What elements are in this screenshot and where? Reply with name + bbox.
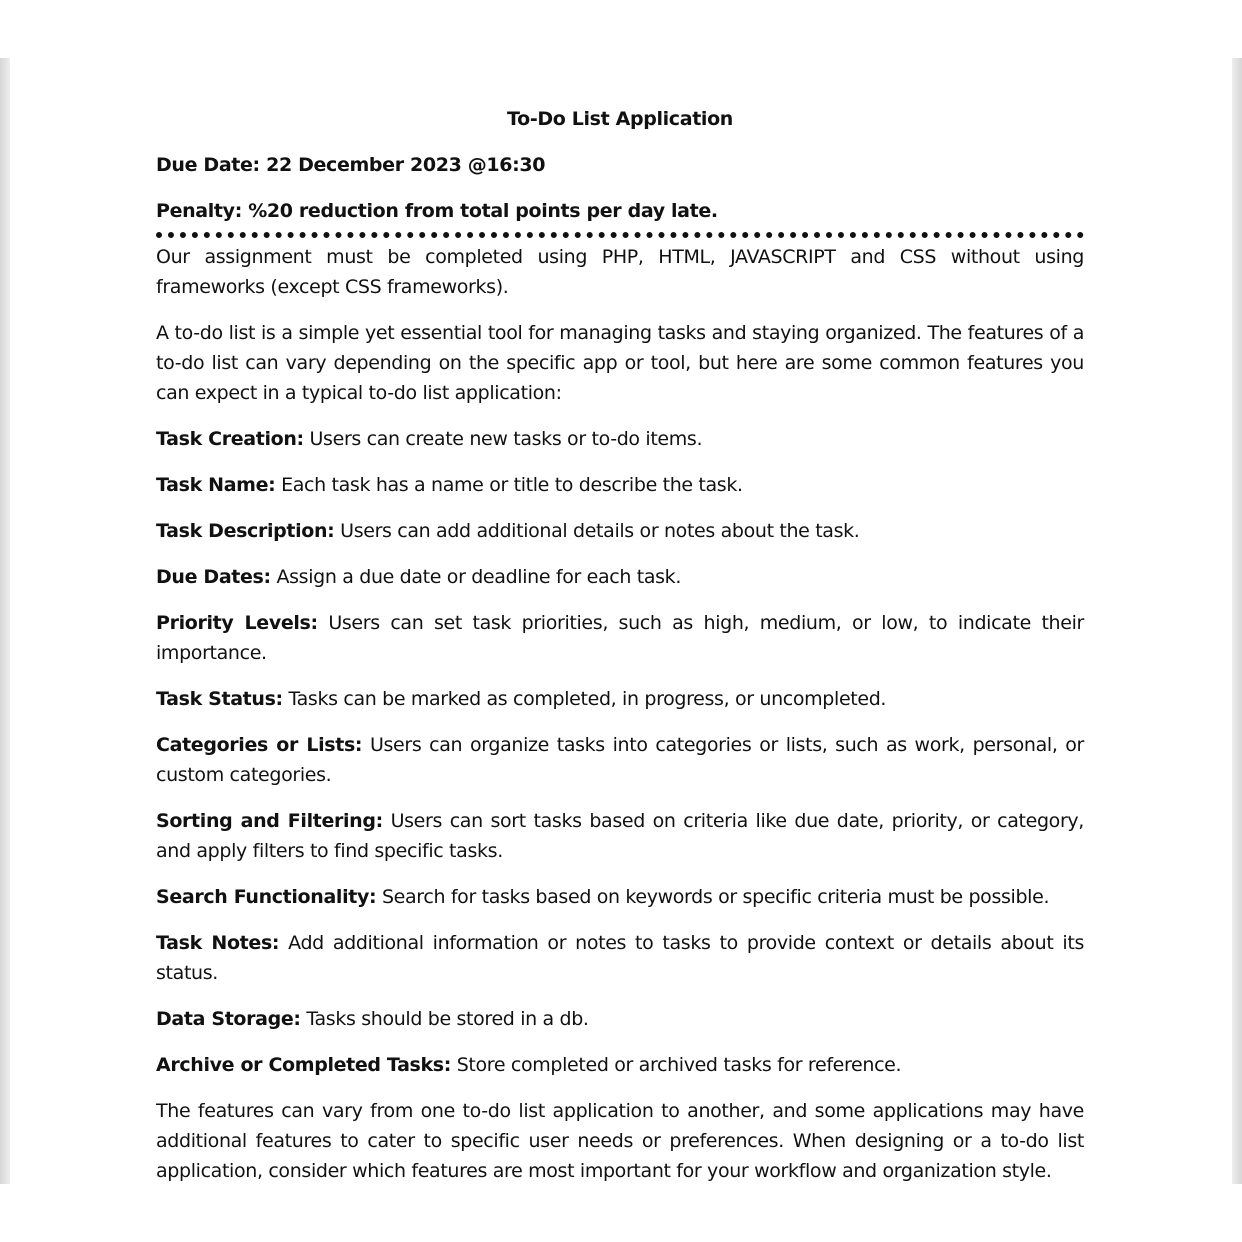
feature-term: Task Creation: bbox=[156, 428, 304, 450]
feature-text: Assign a due date or deadline for each task. bbox=[276, 566, 682, 588]
feature-sorting-and-filtering bbox=[156, 806, 1084, 866]
feature-priority-levels bbox=[156, 608, 1084, 668]
feature-text: Users can set task priorities, such as high, medium, or low, to indicate their importance. bbox=[156, 612, 1084, 664]
feature-archive-or-completed-tasks bbox=[156, 1050, 1084, 1080]
feature-task-description bbox=[156, 516, 1084, 546]
document-title: To-Do List Application bbox=[507, 108, 733, 130]
feature-term: Sorting and Filtering: bbox=[156, 810, 383, 832]
feature-text: Users can organize tasks into categories or lists, such as work, personal, or custom categories. bbox=[156, 734, 1085, 786]
conclusion-paragraph: The features can vary from one to-do list application to another, and some applications may have additional features to cater to specific user needs or preferences. When designing or a to-do list application, consider which features are most important for your workflow and organization style. bbox=[156, 1100, 1084, 1182]
feature-text: Each task has a name or title to describe the task. bbox=[281, 474, 743, 496]
left-page-gutter bbox=[0, 58, 10, 1184]
feature-term: Task Status: bbox=[156, 688, 283, 710]
feature-term: Due Dates: bbox=[156, 566, 271, 588]
page-content bbox=[156, 104, 1084, 1202]
feature-task-status bbox=[156, 684, 1084, 714]
feature-term: Task Notes: bbox=[156, 932, 280, 954]
description-paragraph: A to-do list is a simple yet essential tool for managing tasks and staying organized. The features of a to-do list can vary depending on the specific app or tool, but here are some common features you can expect in a typical to-do list application: bbox=[156, 322, 1084, 404]
feature-text: Users can create new tasks or to-do items. bbox=[309, 428, 703, 450]
feature-term: Data Storage: bbox=[156, 1008, 301, 1030]
feature-term: Search Functionality: bbox=[156, 886, 377, 908]
feature-text: Tasks should be stored in a db. bbox=[306, 1008, 589, 1030]
feature-search-functionality bbox=[156, 882, 1084, 912]
dotted-separator bbox=[156, 232, 1084, 238]
feature-text: Users can add additional details or notes about the task. bbox=[340, 520, 860, 542]
feature-term: Archive or Completed Tasks: bbox=[156, 1054, 452, 1076]
feature-task-notes bbox=[156, 928, 1084, 988]
feature-data-storage bbox=[156, 1004, 1084, 1034]
feature-text: Add additional information or notes to tasks to provide context or details about its status. bbox=[156, 932, 1084, 984]
feature-text: Search for tasks based on keywords or specific criteria must be possible. bbox=[381, 886, 1050, 908]
feature-text: Users can sort tasks based on criteria like due date, priority, or category, and apply filters to find specific tasks. bbox=[156, 810, 1084, 862]
penalty-note: Penalty: %20 reduction from total points per day late. bbox=[156, 200, 718, 222]
feature-text: Store completed or archived tasks for reference. bbox=[456, 1054, 902, 1076]
feature-categories-or-lists bbox=[156, 730, 1084, 790]
right-page-gutter bbox=[1232, 58, 1242, 1184]
feature-due-dates bbox=[156, 562, 1084, 592]
feature-text: Tasks can be marked as completed, in progress, or uncompleted. bbox=[288, 688, 887, 710]
feature-task-creation bbox=[156, 424, 1084, 454]
feature-term: Categories or Lists: bbox=[156, 734, 363, 756]
feature-task-name bbox=[156, 470, 1084, 500]
due-date: Due Date: 22 December 2023 @16:30 bbox=[156, 154, 546, 176]
feature-term: Priority Levels: bbox=[156, 612, 318, 634]
document-page bbox=[10, 58, 1232, 1184]
feature-term: Task Description: bbox=[156, 520, 335, 542]
feature-term: Task Name: bbox=[156, 474, 276, 496]
intro-paragraph: Our assignment must be completed using PHP, HTML, JAVASCRIPT and CSS without using frameworks (except CSS frameworks). bbox=[156, 246, 1084, 298]
